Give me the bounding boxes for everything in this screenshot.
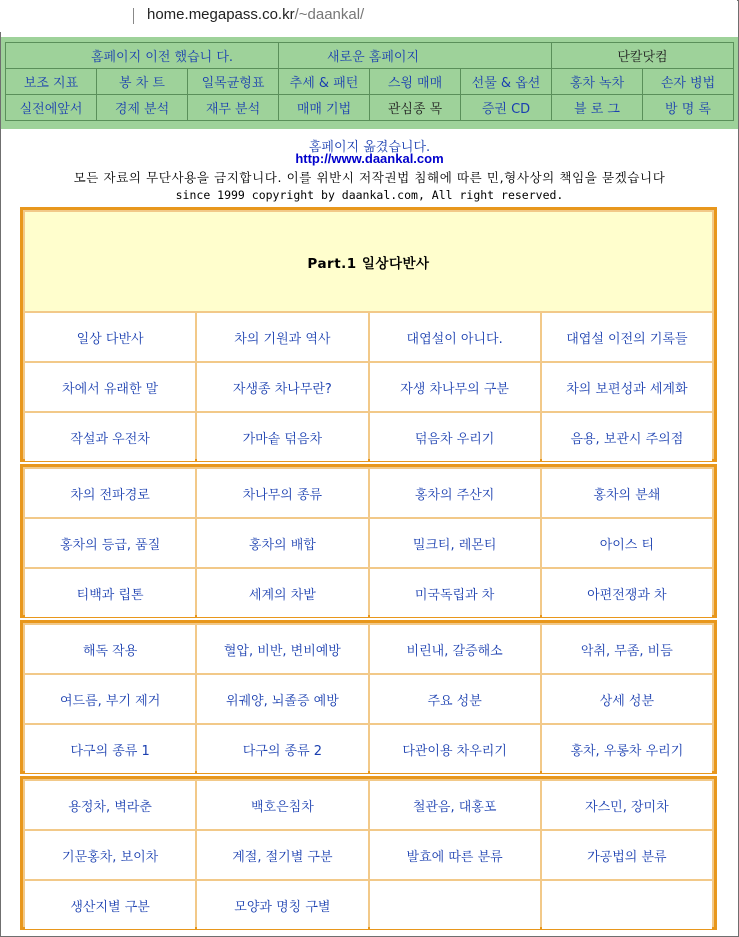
nav-link-watchlist[interactable]: 관심종 목 xyxy=(370,95,461,121)
address-bar[interactable] xyxy=(0,0,737,32)
nav-link-daankal-com[interactable]: 단칼닷컴 xyxy=(552,43,734,69)
nav-link-moved-notice[interactable]: 홈페이지 이전 했습니 다. xyxy=(6,43,279,69)
topic-link[interactable]: 용정차, 벽라춘 xyxy=(25,781,195,829)
topic-link[interactable]: 일상 다반사 xyxy=(25,313,195,361)
nav-link-practice[interactable]: 실전에앞서 xyxy=(6,95,97,121)
top-nav xyxy=(5,42,734,121)
topic-link[interactable]: 홍차의 주산지 xyxy=(370,469,540,517)
topic-link[interactable]: 상세 성분 xyxy=(542,675,712,723)
empty-cell xyxy=(370,881,540,929)
content-block-1 xyxy=(20,207,717,462)
topic-link[interactable]: 차에서 유래한 말 xyxy=(25,363,195,411)
topic-link[interactable]: 홍차의 분쇄 xyxy=(542,469,712,517)
content-block-4 xyxy=(20,776,717,930)
topic-link[interactable]: 가공법의 분류 xyxy=(542,831,712,879)
topic-link[interactable]: 차의 보편성과 세계화 xyxy=(542,363,712,411)
topic-link[interactable]: 홍차, 우롱차 우리기 xyxy=(542,725,712,773)
topic-grid-4 xyxy=(23,779,714,931)
copyright-line: since 1999 copyright by daankal.com, All right reserved. xyxy=(175,188,564,202)
topic-link[interactable]: 발효에 따른 분류 xyxy=(370,831,540,879)
topic-link[interactable]: 계절, 절기별 구분 xyxy=(197,831,367,879)
topic-link[interactable]: 밀크티, 레몬티 xyxy=(370,519,540,567)
topic-link[interactable]: 자생종 차나무란? xyxy=(197,363,367,411)
nav-link-trend-pattern[interactable]: 추세 & 패턴 xyxy=(279,69,370,95)
nav-link-trading-techniques[interactable]: 매매 기법 xyxy=(279,95,370,121)
nav-link-blog[interactable]: 블 로 그 xyxy=(552,95,643,121)
topic-link[interactable]: 철관음, 대홍포 xyxy=(370,781,540,829)
topic-link[interactable]: 미국독립과 차 xyxy=(370,569,540,617)
topic-link[interactable]: 덖음차 우리기 xyxy=(370,413,540,461)
topic-link[interactable]: 홍차의 배합 xyxy=(197,519,367,567)
topic-link[interactable]: 차의 전파경로 xyxy=(25,469,195,517)
nav-link-stock-cd[interactable]: 증권 CD xyxy=(461,95,552,121)
content-block-3 xyxy=(20,620,717,774)
address-path: /~daankal/ xyxy=(294,6,365,23)
nav-link-indicators[interactable]: 보조 지표 xyxy=(6,69,97,95)
topic-link[interactable]: 여드름, 부기 제거 xyxy=(25,675,195,723)
topic-link[interactable]: 홍차의 등급, 품질 xyxy=(25,519,195,567)
nav-link-swing-trading[interactable]: 스윙 매매 xyxy=(370,69,461,95)
nav-link-futures-options[interactable]: 선물 & 옵션 xyxy=(461,69,552,95)
topic-link[interactable]: 대엽설 이전의 기록들 xyxy=(542,313,712,361)
nav-link-new-homepage[interactable]: 새로운 홈페이지 xyxy=(279,43,552,69)
topic-link[interactable]: 대엽설이 아니다. xyxy=(370,313,540,361)
topic-link[interactable]: 차의 기원과 역사 xyxy=(197,313,367,361)
topic-link[interactable]: 주요 성분 xyxy=(370,675,540,723)
topic-grid-3 xyxy=(23,623,714,775)
new-site-link[interactable]: http://www.daankal.com xyxy=(295,151,444,166)
topic-link[interactable]: 모양과 명칭 구별 xyxy=(197,881,367,929)
topic-link[interactable]: 가마솥 덖음차 xyxy=(197,413,367,461)
text-caret xyxy=(133,8,134,24)
topic-link[interactable]: 다구의 종류 2 xyxy=(197,725,367,773)
nav-link-candlestick[interactable]: 봉 차 트 xyxy=(97,69,188,95)
topic-link[interactable]: 세계의 차밭 xyxy=(197,569,367,617)
topic-link[interactable]: 차나무의 종류 xyxy=(197,469,367,517)
topic-grid-2 xyxy=(23,467,714,619)
topic-link[interactable]: 자스민, 장미차 xyxy=(542,781,712,829)
topic-link[interactable]: 다구의 종류 1 xyxy=(25,725,195,773)
topic-link[interactable]: 아이스 티 xyxy=(542,519,712,567)
topic-link[interactable]: 다관이용 차우리기 xyxy=(370,725,540,773)
content-block-2 xyxy=(20,464,717,618)
copyright-warning: 모든 자료의 무단사용을 금지합니다. 이를 위반시 저작권법 침해에 따른 민,형사상의 책임을 묻겠습니다 xyxy=(73,170,666,185)
topic-link[interactable]: 혈압, 비반, 변비예방 xyxy=(197,625,367,673)
topic-link[interactable]: 티백과 립톤 xyxy=(25,569,195,617)
topic-link[interactable]: 음용, 보관시 주의점 xyxy=(542,413,712,461)
topic-link[interactable]: 기문홍차, 보이차 xyxy=(25,831,195,879)
topic-link[interactable]: 백호은침차 xyxy=(197,781,367,829)
topic-link[interactable]: 생산지별 구분 xyxy=(25,881,195,929)
topic-link[interactable]: 위궤양, 뇌졸증 예방 xyxy=(197,675,367,723)
nav-link-art-of-war[interactable]: 손자 병법 xyxy=(643,69,734,95)
topic-link[interactable]: 아편전쟁과 차 xyxy=(542,569,712,617)
part-title: Part.1 일상다반사 xyxy=(25,212,712,311)
topic-link[interactable]: 작설과 우전차 xyxy=(25,413,195,461)
moved-notice: 홈페이지 옮겼습니다. xyxy=(308,140,431,155)
nav-link-financial-analysis[interactable]: 재무 분석 xyxy=(188,95,279,121)
nav-link-economic-analysis[interactable]: 경제 분석 xyxy=(97,95,188,121)
topic-link[interactable]: 비린내, 갈증해소 xyxy=(370,625,540,673)
address-url[interactable] xyxy=(147,6,364,23)
empty-cell xyxy=(542,881,712,929)
address-domain: home.megapass.co.kr xyxy=(147,6,295,23)
topic-link[interactable]: 해독 작용 xyxy=(25,625,195,673)
topic-grid-1 xyxy=(23,210,714,463)
nav-link-guestbook[interactable]: 방 명 록 xyxy=(643,95,734,121)
topic-link[interactable]: 자생 차나무의 구분 xyxy=(370,363,540,411)
nav-link-ichimoku[interactable]: 일목균형표 xyxy=(188,69,279,95)
topic-link[interactable]: 악취, 무좀, 비듬 xyxy=(542,625,712,673)
nav-link-black-green-tea[interactable]: 홍차 녹차 xyxy=(552,69,643,95)
